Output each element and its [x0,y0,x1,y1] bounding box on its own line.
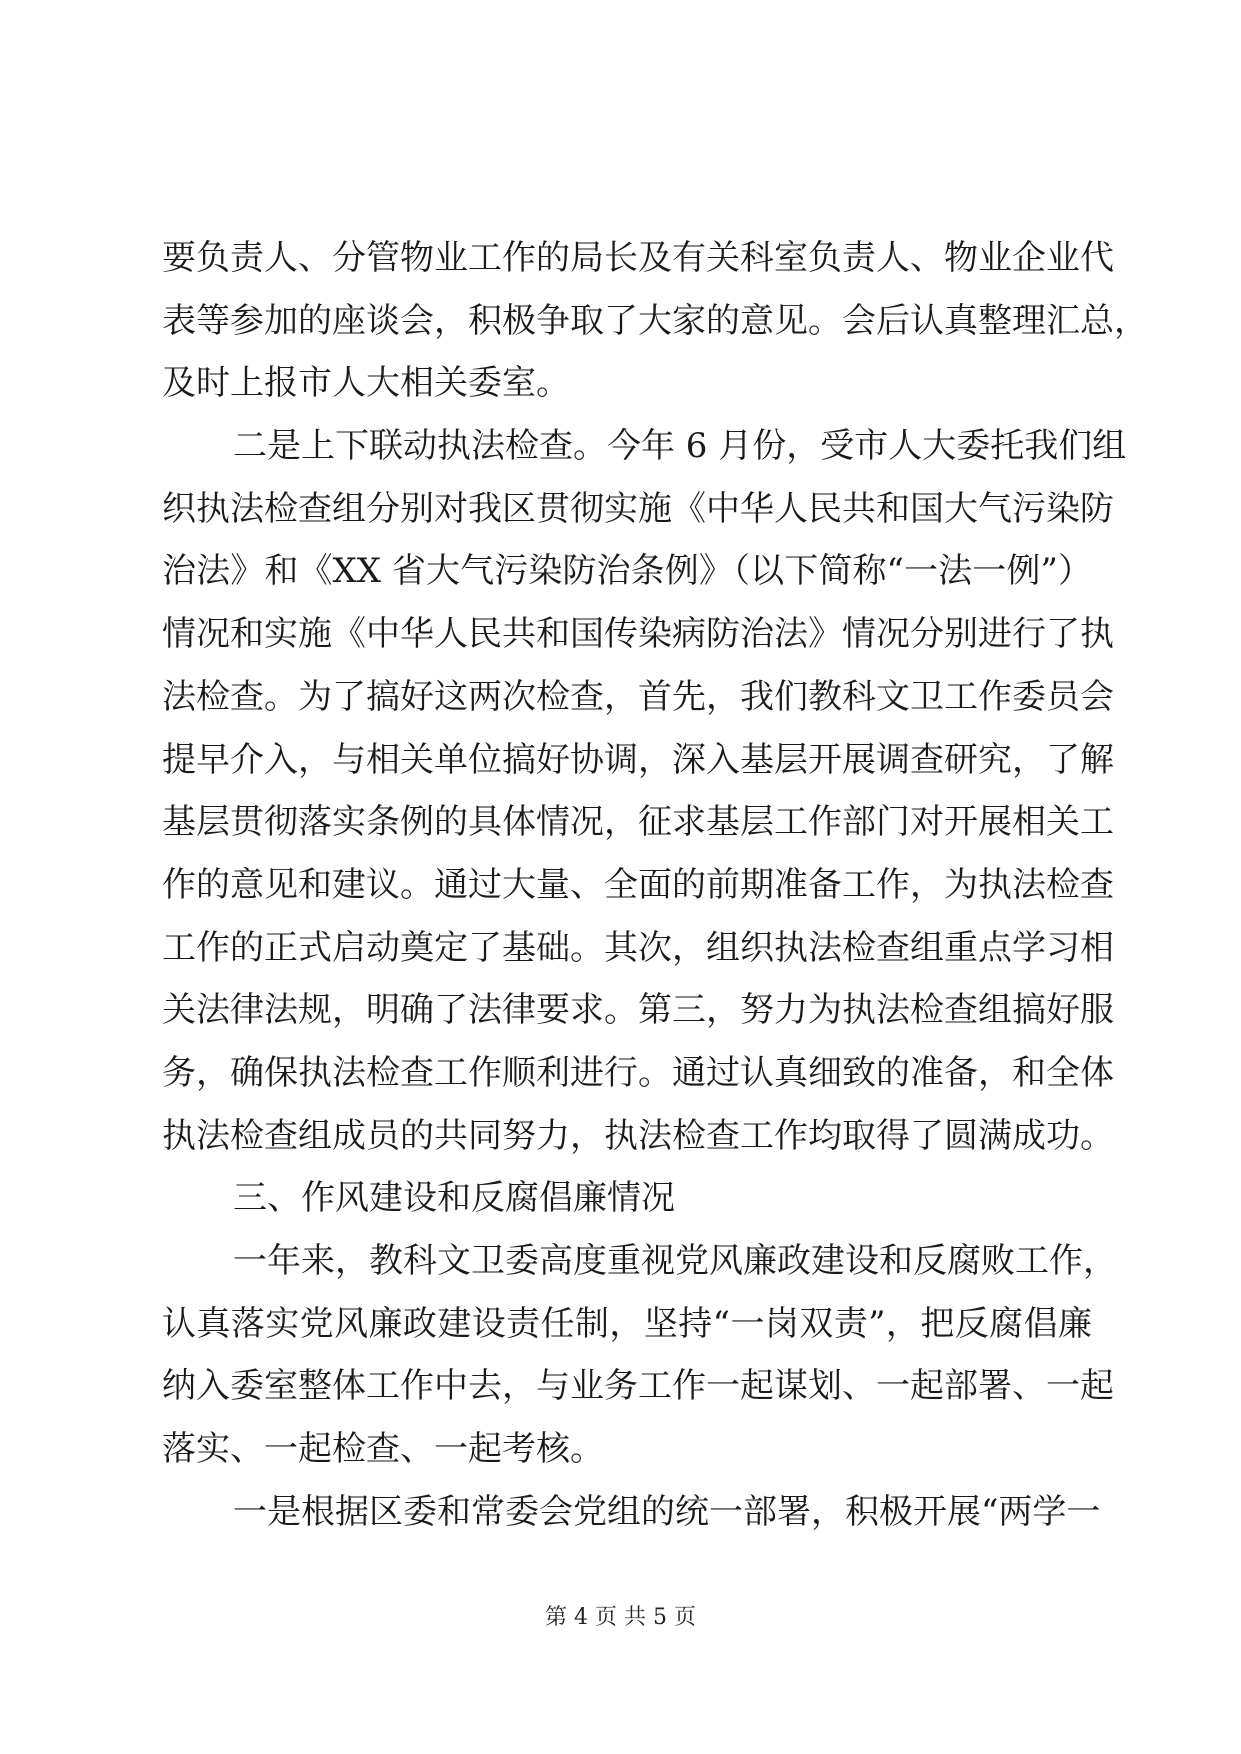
text-line: 要负责人、分管物业工作的局长及有关科室负责人、物业企业代 [162,238,1114,278]
section-heading: 三、作风建设和反腐倡廉情况 [233,1178,675,1219]
text-line: 法检查。为了搞好这两次检查，首先，我们教科文卫工作委员会 [162,676,1114,717]
text-line: 落实、一起检查、一起考核。 [162,1429,604,1470]
text-line: 关法律法规，明确了法律要求。第三，努力为执法检查组搞好服 [162,990,1114,1031]
text-line: 织执法检查组分别对我区贯彻实施《中华人民共和国大气污染防 [162,488,1114,529]
document-body [162,233,1148,1549]
text-line: 工作的正式启动奠定了基础。其次，组织执法检查组重点学习相 [162,927,1114,968]
text-line: 一是根据区委和常委会党组的统一部署，积极开展“两学一 [233,1491,1101,1532]
text-line: 认真落实党风廉政建设责任制，坚持“一岗双责”，把反腐倡廉 [162,1303,1092,1344]
text-line: 纳入委室整体工作中去，与业务工作一起谋划、一起部署、一起 [162,1366,1114,1407]
text-line: 务，确保执法检查工作顺利进行。通过认真细致的准备，和全体 [162,1052,1114,1093]
text-line: 提早介入，与相关单位搞好协调，深入基层开展调查研究，了解 [162,739,1114,780]
text-line: 表等参加的座谈会，积极争取了大家的意见。会后认真整理汇总， [162,300,1148,341]
page-number-footer: 第 4 页 共 5 页 [545,1605,696,1630]
text-line: 执法检查组成员的共同努力，执法检查工作均取得了圆满成功。 [162,1115,1114,1156]
text-line: 一年来，教科文卫委高度重视党风廉政建设和反腐败工作， [233,1241,1117,1281]
text-line: 作的意见和建议。通过大量、全面的前期准备工作，为执法检查 [162,864,1114,905]
text-line: 二是上下联动执法检查。今年 6 月份，受市人大委托我们组 [233,426,1127,467]
text-line: 情况和实施《中华人民共和国传染病防治法》情况分别进行了执 [162,614,1114,655]
text-line: 及时上报市人大相关委室。 [162,363,570,404]
text-line: 基层贯彻落实条例的具体情况，征求基层工作部门对开展相关工 [162,802,1114,843]
text-line: 治法》和《XX 省大气污染防治条例》（以下简称“一法一例”） [162,551,1092,592]
